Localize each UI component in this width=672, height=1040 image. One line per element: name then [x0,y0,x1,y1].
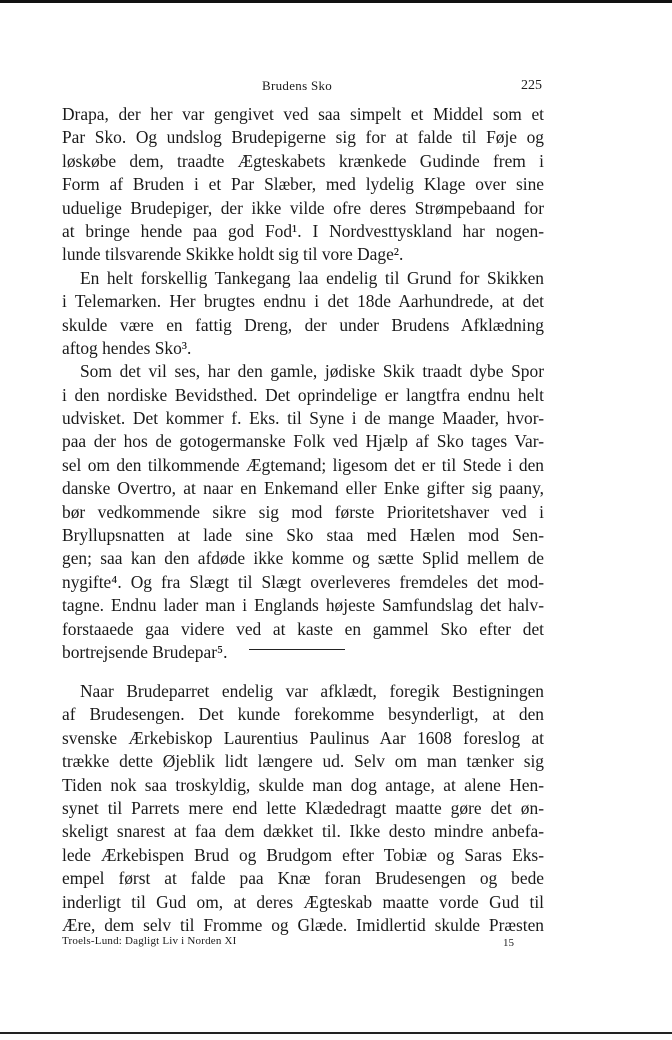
text-line: sel om den tilkommende Ægtemand; ligesom det er til Stede i den [62,454,544,475]
text-line: skulde være en fattig Dreng, der under Brudens Afklædning [62,314,544,335]
text-line: svenske Ærkebiskop Laurentius Paulinus Aar 1608 foreslog at [62,727,544,748]
bottom-border [0,1032,672,1034]
text-line: løskøbe dem, traadte Ægteskabets krænkede Gudinde frem i [62,150,544,171]
text-line: aftog hendes Sko³. [62,337,192,358]
body-section-2 [62,680,544,937]
text-line: skeligt snarest at faa dem dækket til. Ikke desto mindre anbefa- [62,821,544,842]
text-line: lunde tilsvarende Skikke holdt sig til vore Dage². [62,244,404,265]
text-line: Tiden nok saa troskyldig, skulde man dog antage, at alene Hen- [62,774,544,795]
text-line: Form af Bruden i et Par Slæber, med lydelig Klage over sine [62,174,544,195]
text-line: Naar Brudeparret endelig var afklædt, foregik Bestigningen [80,681,544,701]
text-line: danske Overtro, at naar en Enkemand eller Enke gifter sig paany, [62,478,544,499]
text-line: synet til Parrets mere end lette Klædedragt maatte gøre det øn- [62,797,544,818]
text-line: i den nordiske Bevidsthed. Det oprindelige er langtfra endnu helt [62,384,544,405]
text-line: Par Sko. Og undslog Brudepigerne sig for at falde til Føje og [62,127,544,148]
top-border [0,0,672,3]
text-line: Som det vil ses, har den gamle, jødiske Skik traadt dybe Spor [80,361,544,382]
text-line: udvisket. Det kommer f. Eks. til Syne i de mange Maader, hvor- [62,408,544,429]
text-line: af Brudesengen. Det kunde forekomme besynderligt, at den [62,704,544,725]
text-line: bør vedkommende sikre sig mod første Prioritetshaver ved i [62,501,544,522]
page-number: 225 [521,78,542,93]
text-line: inderligt til Gud om, at deres Ægteskab maatte vorde Gud til [62,891,544,912]
text-line: nygifte⁴. Og fra Slægt til Slægt overleveres fremdeles det mod- [62,571,544,592]
text-line: lede Ærkebispen Brud og Brudgom efter Tobiæ og Saras Eks- [62,844,544,865]
text-line: trække dette Øjeblik lidt længere ud. Selv om man tænker sig [62,751,544,772]
footer-signature: Troels-Lund: Dagligt Liv i Norden XI [62,935,237,947]
text-line: i Telemarken. Her brugtes endnu i det 18de Aarhundrede, at det [62,291,544,312]
body-section-1 [62,103,544,664]
section-separator [249,649,345,650]
text-line: bortrejsende Brudepar⁵. [62,641,228,662]
running-title: Brudens Sko [262,78,333,93]
footer-sheet-number: 15 [503,937,514,949]
text-line: forstaaede gaa videre ved at kaste en gammel Sko efter det [62,618,544,639]
text-line: En helt forskellig Tankegang laa endelig til Grund for Skikken [80,267,544,288]
text-line: uduelige Brudepiger, der ikke vilde ofre deres Strømpebaand for [62,197,544,218]
text-line: Bryllupsnatten at lade sine Sko staa med Hælen mod Sen- [62,525,544,546]
text-line: paa der hos de gotogermanske Folk ved Hjælp af Sko tages Var- [62,431,544,452]
text-line: Ære, dem selv til Fromme og Glæde. Imidlertid skulde Præsten [62,914,544,935]
text-line: at bringe hende paa god Fod¹. I Nordvesttyskland har nogen- [62,220,544,241]
text-line: empel først at falde paa Knæ foran Brudesengen og bede [62,868,544,889]
text-line: tagne. Endnu lader man i Englands højeste Samfundslag det halv- [62,595,544,616]
text-line: Drapa, der her var gengivet ved saa simpelt et Middel som et [62,104,544,124]
text-line: gen; saa kan den afdøde ikke komme og sætte Splid mellem de [62,548,544,569]
